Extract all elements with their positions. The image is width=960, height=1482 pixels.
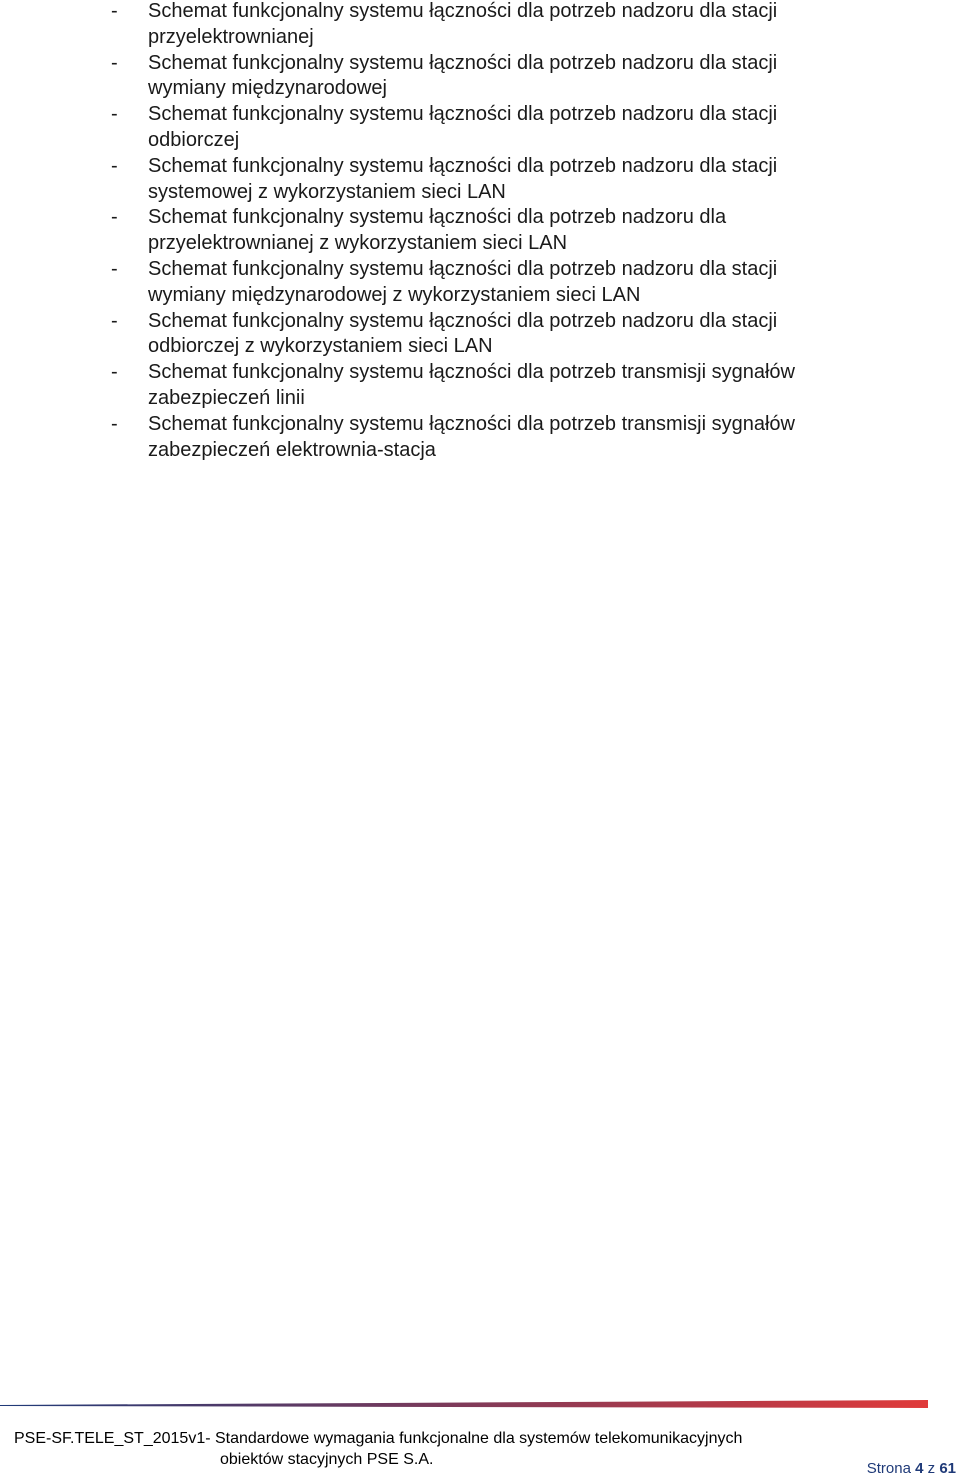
list-item-line: Schemat funkcjonalny systemu łączności dla potrzeb nadzoru dla stacji (148, 257, 778, 280)
list-dash: - (111, 51, 118, 74)
page-total: 61 (939, 1460, 956, 1477)
page-current: 4 (915, 1460, 924, 1477)
page-number (867, 1460, 956, 1477)
list-item-line: Schemat funkcjonalny systemu łączności dla potrzeb nadzoru dla stacji (148, 51, 778, 74)
list-item-line: Schemat funkcjonalny systemu łączności dla potrzeb nadzoru dla stacji (148, 309, 778, 332)
list-item (0, 51, 960, 103)
list-dash: - (111, 309, 118, 332)
list-item (0, 154, 960, 206)
list-dash: - (111, 206, 118, 229)
list-item (0, 309, 960, 361)
list-item-line: systemowej z wykorzystaniem sieci LAN (148, 180, 506, 203)
list-item-line: zabezpieczeń elektrownia-stacja (148, 438, 436, 461)
page-separator: z (927, 1460, 936, 1477)
schemat-list (0, 0, 960, 463)
list-item-line: wymiany międzynarodowej z wykorzystaniem sieci LAN (148, 283, 641, 306)
page-prefix: Strona (866, 1460, 911, 1477)
list-dash: - (111, 0, 118, 22)
list-dash: - (111, 257, 118, 280)
list-item-line: przyelektrownianej (148, 25, 314, 48)
list-item-line: Schemat funkcjonalny systemu łączności dla potrzeb transmisji sygnałów (148, 412, 795, 435)
footer-divider (0, 1400, 928, 1408)
list-dash: - (111, 154, 118, 177)
list-item (0, 0, 960, 51)
list-item (0, 205, 960, 257)
list-item-line: zabezpieczeń linii (148, 386, 305, 409)
list-item-line: przyelektrownianej z wykorzystaniem sieci LAN (148, 232, 568, 255)
footer-line: PSE-SF.TELE_ST_2015v1- Standardowe wymagania funkcjonalne dla systemów telekomunikacyjnych (14, 1430, 743, 1447)
list-dash: - (111, 361, 118, 384)
list-dash: - (111, 412, 118, 435)
list-item (0, 257, 960, 309)
list-item-line: Schemat funkcjonalny systemu łączności dla potrzeb nadzoru dla stacji (148, 103, 778, 126)
list-item (0, 412, 960, 464)
list-item-line: odbiorczej z wykorzystaniem sieci LAN (148, 335, 493, 358)
list-item (0, 360, 960, 412)
list-dash: - (111, 103, 118, 126)
list-item-line: Schemat funkcjonalny systemu łączności dla potrzeb nadzoru dla (148, 206, 727, 229)
list-item-line: Schemat funkcjonalny systemu łączności dla potrzeb nadzoru dla stacji (148, 0, 778, 22)
footer-line: obiektów stacyjnych PSE S.A. (220, 1451, 434, 1468)
list-item-line: Schemat funkcjonalny systemu łączności dla potrzeb transmisji sygnałów (148, 361, 795, 384)
list-item (0, 102, 960, 154)
list-item-line: wymiany międzynarodowej (148, 77, 387, 100)
footer-document-title (14, 1428, 742, 1470)
list-item-line: odbiorczej (148, 128, 240, 151)
list-item-line: Schemat funkcjonalny systemu łączności dla potrzeb nadzoru dla stacji (148, 154, 778, 177)
